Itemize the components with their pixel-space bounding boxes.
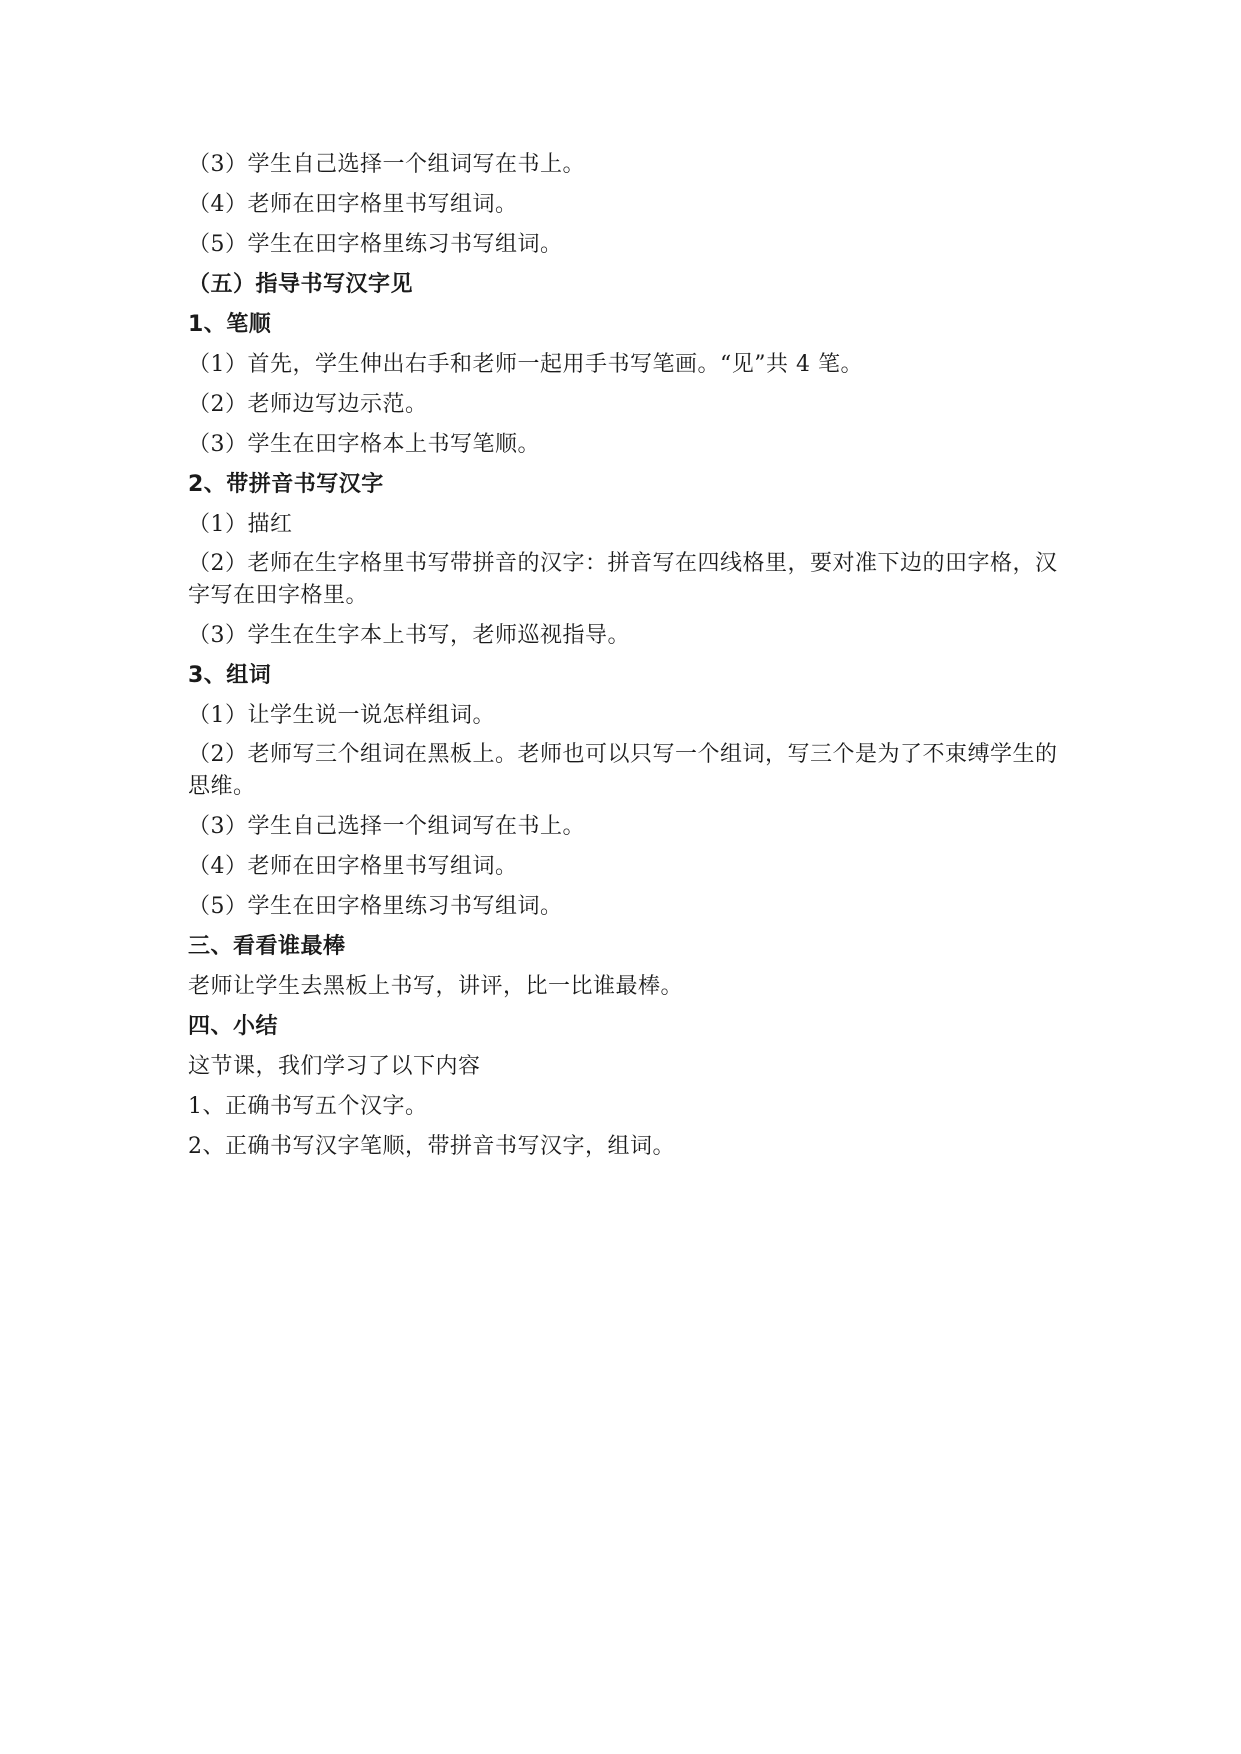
word-step-1: （1）让学生说一说怎样组词。 (188, 703, 495, 728)
word-step-3: （3）学生自己选择一个组词写在书上。 (188, 814, 585, 839)
stroke-step-1: （1）首先，学生伸出右手和老师一起用手书写笔画。“见”共 4 笔。 (188, 352, 863, 377)
word-step-2: （2）老师写三个组词在黑板上。老师也可以只写一个组词，写三个是为了不束缚学生的思维。 (188, 742, 1058, 799)
who-is-best-text: 老师让学生去黑板上书写，讲评，比一比谁最棒。 (188, 974, 684, 999)
section-heading-guide-writing: （五）指导书写汉字见 (188, 272, 414, 297)
stroke-step-2: （2）老师边写边示范。 (188, 392, 428, 417)
subheading-word-formation: 3、组词 (188, 663, 272, 688)
pinyin-step-1: （1）描红 (188, 512, 293, 537)
summary-item-2: 2、正确书写汉字笔顺，带拼音书写汉字，组词。 (188, 1134, 675, 1159)
subheading-stroke-order: 1、笔顺 (188, 312, 272, 337)
word-step-4: （4）老师在田字格里书写组词。 (188, 854, 518, 879)
summary-item-1: 1、正确书写五个汉字。 (188, 1094, 428, 1119)
step-3-choose-word: （3）学生自己选择一个组词写在书上。 (188, 152, 585, 177)
pinyin-step-3: （3）学生在生字本上书写，老师巡视指导。 (188, 623, 630, 648)
pinyin-step-2: （2）老师在生字格里书写带拼音的汉字：拼音写在四线格里，要对准下边的田字格，汉字写在田字格里。 (188, 551, 1058, 608)
stroke-step-3: （3）学生在田字格本上书写笔顺。 (188, 432, 540, 457)
section-heading-who-is-best: 三、看看谁最棒 (188, 934, 346, 959)
section-heading-summary: 四、小结 (188, 1014, 279, 1039)
summary-intro: 这节课，我们学习了以下内容 (188, 1054, 481, 1079)
document-page (188, 148, 1068, 1170)
step-5-student-practice-words: （5）学生在田字格里练习书写组词。 (188, 232, 563, 257)
subheading-pinyin-writing: 2、带拼音书写汉字 (188, 472, 384, 497)
word-step-5: （5）学生在田字格里练习书写组词。 (188, 894, 563, 919)
step-4-teacher-write-words: （4）老师在田字格里书写组词。 (188, 192, 518, 217)
